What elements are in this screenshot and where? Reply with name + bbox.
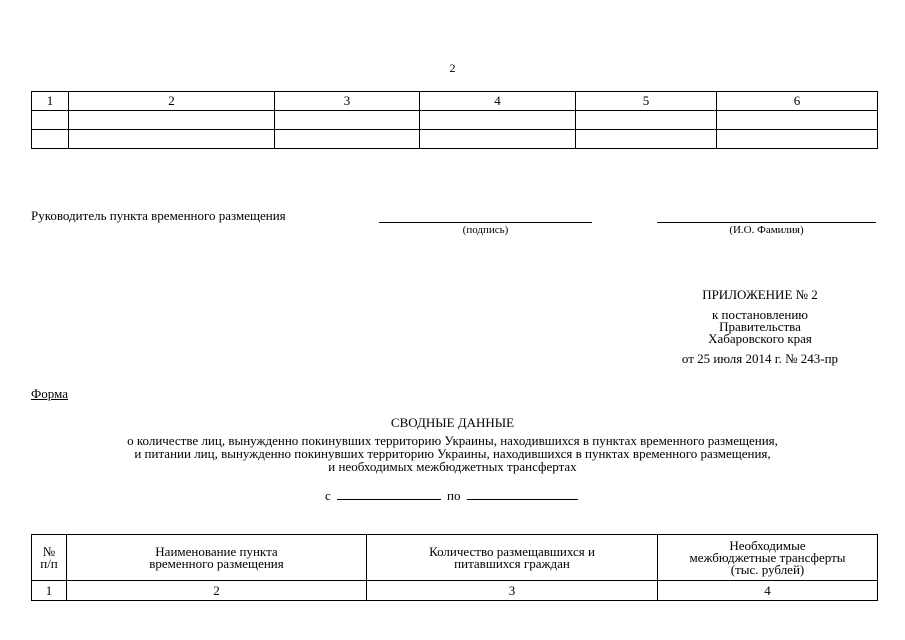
table-cell (576, 111, 717, 130)
form-label: Форма (31, 386, 68, 401)
table-cell (717, 111, 878, 130)
column-number-row (32, 581, 878, 601)
top-table-header-row (32, 92, 878, 111)
period-to-label: по (447, 488, 461, 503)
header-text: Наименование пункта (155, 543, 278, 559)
document-title: СВОДНЫЕ ДАННЫЕ (390, 415, 515, 430)
period-from-line (337, 499, 441, 500)
subtitle-line: и питании лиц, вынужденно покинувших территорию Украины, находившихся в пунктах временного размещения, (134, 446, 771, 461)
table-cell (420, 111, 576, 130)
page-number: 2 (449, 61, 456, 75)
top-table-header-cell: 2 (69, 92, 275, 111)
header-text: п/п (40, 555, 58, 571)
table-row (32, 130, 878, 149)
top-table-header-cell: 1 (32, 92, 69, 111)
signature-line (379, 222, 592, 223)
table-row (32, 111, 878, 130)
top-table-header-cell: 3 (275, 92, 420, 111)
table-cell (275, 130, 420, 149)
period-from-label: с (325, 488, 331, 503)
table-cell (420, 130, 576, 149)
header-cell-quantity (367, 535, 658, 581)
annex-line: Правительства (719, 319, 801, 334)
header-cell-name (67, 535, 367, 581)
top-table-header-cell: 4 (420, 92, 576, 111)
summary-table-header-row (32, 535, 878, 581)
top-table-header-cell: 5 (576, 92, 717, 111)
name-line (657, 222, 876, 223)
annex-date: от 25 июля 2014 г. № 243-пр (681, 351, 839, 366)
subtitle-line: о количестве лиц, вынужденно покинувших территорию Украины, находившихся в пунктах временного размещения, (127, 433, 778, 448)
signature-caption: (подпись) (462, 224, 509, 236)
header-text: питавшихся граждан (454, 555, 570, 571)
header-cell-number (32, 535, 67, 581)
table-cell (69, 111, 275, 130)
summary-table (31, 534, 878, 601)
table-cell (576, 130, 717, 149)
top-table (31, 91, 878, 149)
annex-title: ПРИЛОЖЕНИЕ № 2 (702, 287, 818, 302)
column-number: 2 (67, 581, 367, 601)
annex-line: к постановлению (711, 307, 809, 322)
name-caption: (И.О. Фамилия) (729, 224, 804, 236)
table-cell (32, 130, 69, 149)
signature-label: Руководитель пункта временного размещения (31, 208, 286, 223)
document-subtitle (0, 434, 905, 473)
table-cell (717, 130, 878, 149)
top-table-header-cell: 6 (717, 92, 878, 111)
table-cell (275, 111, 420, 130)
header-text: Количество размещавшихся и (429, 543, 595, 559)
header-text: (тыс. рублей) (730, 561, 805, 577)
header-text: Необходимые (729, 537, 806, 553)
column-number: 4 (658, 581, 878, 601)
table-cell (32, 111, 69, 130)
subtitle-line: и необходимых межбюджетных трансфертах (328, 459, 577, 474)
annex-line: Хабаровского края (708, 331, 812, 346)
column-number: 3 (367, 581, 658, 601)
header-text: временного размещения (149, 555, 284, 571)
table-cell (69, 130, 275, 149)
period-to-line (467, 499, 578, 500)
header-text: № (42, 543, 56, 559)
column-number: 1 (32, 581, 67, 601)
header-cell-transfers (658, 535, 878, 581)
header-text: межбюджетные трансферты (689, 549, 846, 565)
